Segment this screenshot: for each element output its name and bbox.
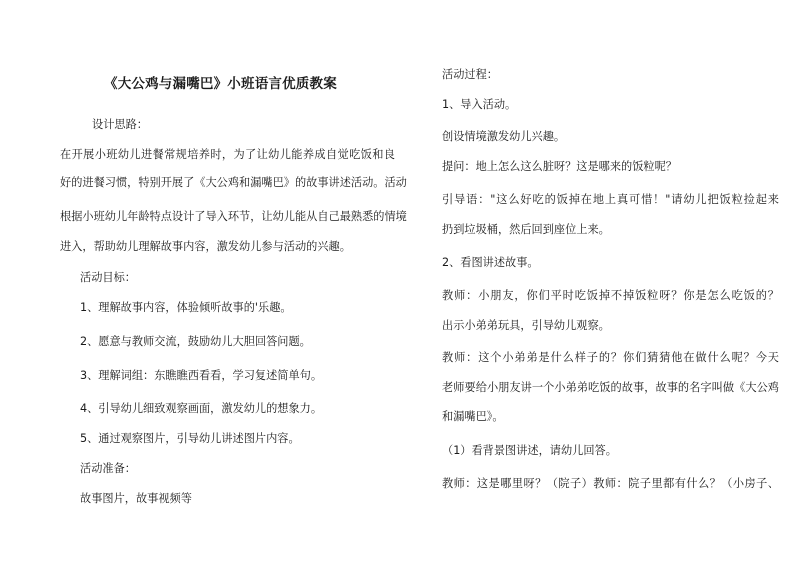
process-line: 引导语："这么好吃的饭掉在地上真可惜！"请幼儿把饭粒捡起来	[442, 193, 779, 206]
process-line: 扔到垃圾桶，然后回到座位上来。	[442, 223, 610, 236]
prep-text: 故事图片，故事视频等	[80, 492, 192, 505]
process-line: 提问：地上怎么这么脏呀？这是哪来的饭粒呢？	[442, 160, 677, 173]
process-line: 老师要给小朋友讲一个小弟弟吃饭的故事，故事的名字叫做《大公鸡	[442, 381, 779, 394]
process-line: 教师：这是哪里呀？（院子）教师：院子里都有什么？（小房子、	[442, 477, 779, 490]
process-step: 1、导入活动。	[442, 98, 517, 111]
process-step: 2、看图讲述故事。	[442, 256, 539, 269]
section-heading-process: 活动过程：	[442, 68, 498, 81]
goal-item: 4、引导幼儿细致观察画面，激发幼儿的想象力。	[80, 402, 323, 415]
paragraph-line: 进入，帮助幼儿理解故事内容，激发幼儿参与活动的兴趣。	[60, 240, 351, 253]
goal-item: 2、愿意与教师交流，鼓励幼儿大胆回答问题。	[80, 335, 311, 348]
process-line: 出示小弟弟玩具，引导幼儿观察。	[442, 319, 610, 332]
section-heading-prep: 活动准备：	[80, 462, 136, 475]
paragraph-line: 根据小班幼儿年龄特点设计了导入环节，让幼儿能从自己最熟悉的情境	[60, 210, 407, 223]
document-title: 《大公鸡与漏嘴巴》小班语言优质教案	[104, 76, 337, 92]
process-line: 创设情境激发幼儿兴趣。	[442, 130, 566, 143]
goal-item: 1、理解故事内容，体验倾听故事的'乐趣。	[80, 301, 292, 314]
paragraph-line: 好的进餐习惯，特别开展了《大公鸡和漏嘴巴》的故事讲述活动。活动	[60, 176, 407, 189]
goal-item: 5、通过观察图片，引导幼儿讲述图片内容。	[80, 432, 300, 445]
process-line: 教师：这个小弟弟是什么样子的？你们猜猜他在做什么呢？今天	[442, 351, 779, 364]
section-heading-goals: 活动目标：	[80, 271, 136, 284]
section-heading-design: 设计思路：	[92, 118, 148, 131]
process-line: 教师：小朋友，你们平时吃饭掉不掉饭粒呀？你是怎么吃饭的？	[442, 289, 779, 302]
process-line: 和漏嘴巴》。	[442, 410, 504, 423]
goal-item: 3、理解词组：东瞧瞧西看看，学习复述简单句。	[80, 369, 323, 382]
paragraph-line: 在开展小班幼儿进餐常规培养时，为了让幼儿能养成自觉吃饭和良	[60, 148, 395, 161]
process-substep: （1）看背景图讲述，请幼儿回答。	[442, 444, 617, 457]
